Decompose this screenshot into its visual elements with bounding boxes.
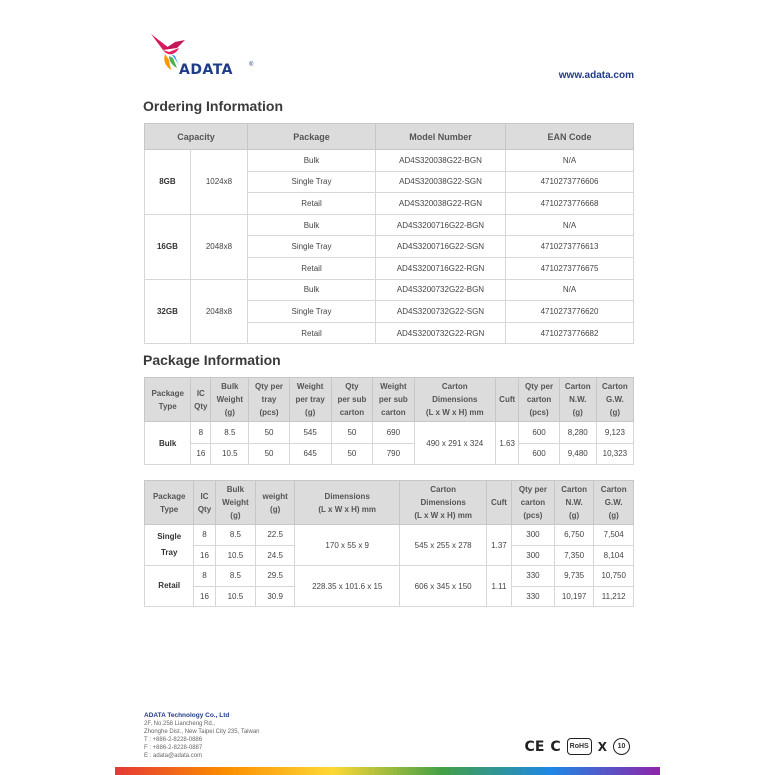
column-header-line: Weight [222,498,249,507]
table-cell: 600 [519,422,559,444]
registered-mark: ® [249,62,254,68]
ean-code-cell: 4710273776613 [506,236,634,258]
column-header [400,481,487,525]
column-header-line: Package [151,388,184,398]
column-header-line: IC [196,388,205,398]
table-row [145,150,634,172]
tray-retail-package-table [144,480,634,607]
model-number-cell: AD4S3200732G22-SGN [376,301,506,323]
ean-code-cell: 4710273776682 [506,322,634,344]
column-header-line: (pcs) [523,511,543,520]
column-header [289,378,331,422]
config-cell: 1024x8 [190,150,247,215]
package-type-line: Single [157,532,182,541]
column-header [554,481,594,525]
column-header-line: (g) [569,511,580,520]
carton-dimensions-cell: 490 x 291 x 324 [414,422,495,465]
model-number-cell: AD4S3200716G22-BGN [376,214,506,236]
package-type-line: Retail [158,581,181,590]
footer-company: ADATA Technology Co., Ltd [144,712,230,719]
table-row [145,566,634,587]
package-cell: Single Tray [248,171,376,193]
column-header [373,378,414,422]
column-header [495,378,519,422]
column-header-line: (L x W x H) mm [318,504,377,514]
column-header-line: tray [261,395,277,404]
table-row [145,422,634,444]
carton-dimensions-cell: 606 x 345 x 150 [400,566,487,607]
table-cell: 10,323 [596,443,633,465]
table-cell: 545 [289,422,331,444]
column-header-line: carton [526,395,552,404]
capacity-cell: 8GB [145,150,191,215]
table-cell: 9,123 [596,422,633,444]
table-cell: 6,750 [554,525,594,546]
table-cell: 330 [512,586,555,607]
column-header-line: carton [339,408,365,417]
table-cell: 50 [331,422,372,444]
column-header-line: weight [262,491,288,501]
column-header-line: Carton [561,485,587,494]
ean-code-cell: N/A [506,150,634,172]
column-header-line: Dimensions [432,395,478,404]
table-cell: 7,504 [594,525,634,546]
column-header-line: per sub [337,395,367,404]
config-cell: 2048x8 [190,279,247,344]
model-number-cell: AD4S320038G22-RGN [376,193,506,215]
table-header-row [145,378,634,422]
table-cell: 50 [249,422,289,444]
column-header-line: Weight [296,382,324,391]
column-header-line: N.W. [565,498,583,507]
column-header-line: (pcs) [529,408,549,417]
table-row [145,443,634,465]
column-header-line: IC [200,491,209,501]
ordering-table [144,123,634,344]
datasheet-page [115,0,660,775]
column-header-line: (g) [609,408,620,417]
table-cell: 11,212 [594,586,634,607]
table-cell: 8 [191,422,211,444]
table-cell: 690 [373,422,414,444]
column-header: EAN Code [506,124,634,150]
table-cell: 8 [194,566,215,587]
eco-period-icon: 10 [613,738,630,755]
footer-line: Zhonghe Dist., New Taipei City 235, Taiwan [144,729,260,735]
table-cell: 16 [194,586,215,607]
package-type-cell [145,566,194,607]
column-header [559,378,596,422]
table-cell: 645 [289,443,331,465]
rainbow-footer-bar [115,767,660,775]
certification-marks [525,738,630,755]
column-header-line: (L x W x H) mm [414,511,472,520]
column-header-line: carton [520,498,546,507]
column-header-line: (g) [270,504,281,514]
ean-code-cell: 4710273776668 [506,193,634,215]
bulk-package-table [144,377,634,465]
table-cell: 9,480 [559,443,596,465]
ordering-body [145,150,634,344]
table-row [145,214,634,236]
column-header [594,481,634,525]
cuft-cell: 1.63 [495,422,519,465]
ean-code-cell: 4710273776620 [506,301,634,323]
model-number-cell: AD4S3200716G22-RGN [376,257,506,279]
model-number-cell: AD4S3200716G22-SGN [376,236,506,258]
ean-code-cell: N/A [506,279,634,301]
table-cell: 8.5 [215,525,256,546]
ean-code-cell: 4710273776606 [506,171,634,193]
column-header [145,378,191,422]
model-number-cell: AD4S3200732G22-BGN [376,279,506,301]
footer-line: E : adata@adata.com [144,753,203,759]
column-header-line: Carton [441,382,468,391]
rohs-mark-icon: RoHS [567,738,592,755]
column-header-line: Qty [197,504,212,514]
package-cell: Retail [248,257,376,279]
column-header [211,378,249,422]
carton-dimensions-cell: 545 x 255 x 278 [400,525,487,566]
column-header [256,481,295,525]
package-cell: Retail [248,322,376,344]
capacity-cell: 32GB [145,279,191,344]
column-header-line: (g) [608,511,619,520]
c-mark-icon: C [550,738,561,755]
column-header-line: per tray [295,395,325,404]
column-header-line: (L x W x H) mm [425,408,484,417]
table-cell: 16 [191,443,211,465]
table-cell: 10.5 [215,545,256,566]
ean-code-cell: 4710273776675 [506,257,634,279]
table-row [145,279,634,301]
table-cell: 22.5 [256,525,295,546]
column-header-line: Carton [430,485,457,494]
ce-mark-icon: CE [524,738,545,755]
column-header-line: Carton [564,382,591,391]
table-cell: 8 [194,525,215,546]
column-header-line: Weight [216,395,244,404]
column-header-line: (g) [230,511,241,520]
table-header-row [145,481,634,525]
weee-bin-icon: X [597,739,607,754]
bulk-package-body [145,422,634,465]
column-header: Model Number [376,124,506,150]
ean-code-cell: N/A [506,214,634,236]
column-header [486,481,511,525]
capacity-cell: 16GB [145,214,191,279]
column-header-line: Weight [380,382,407,391]
column-header-line: Qty per [525,382,554,391]
column-header-line: Bulk [221,382,239,391]
column-header [145,481,194,525]
model-number-cell: AD4S320038G22-SGN [376,171,506,193]
column-header [295,481,400,525]
column-header-line: Qty [194,401,208,411]
column-header-line: Bulk [226,485,245,494]
column-header-line: N.W. [569,395,587,404]
column-header-line: G.W. [606,395,624,404]
model-number-cell: AD4S320038G22-BGN [376,150,506,172]
package-type-line: Tray [160,548,178,557]
table-cell: 50 [249,443,289,465]
package-cell: Single Tray [248,301,376,323]
table-cell: 790 [373,443,414,465]
column-header-line: Qty [345,382,359,391]
column-header-line: Qty per [518,485,547,494]
cuft-cell: 1.37 [486,525,511,566]
brand-wordmark: ADATA [179,62,234,78]
table-cell: 300 [512,525,555,546]
dimensions-cell: 228.35 x 101.6 x 15 [295,566,400,607]
table-cell: 7,350 [554,545,594,566]
column-header: Capacity [145,124,248,150]
table-cell: 10.5 [211,443,249,465]
package-cell: Bulk [248,214,376,236]
package-type-cell [145,525,194,566]
column-header-line: Carton [600,485,627,494]
table-cell: 24.5 [256,545,295,566]
column-header [596,378,633,422]
table-cell: 600 [519,443,559,465]
column-header-line: Package [152,491,186,501]
column-header-line: Qty per [255,382,284,391]
website-link[interactable]: www.adata.com [558,70,634,81]
column-header [215,481,256,525]
table-cell: 300 [512,545,555,566]
column-header [512,481,555,525]
table-cell: 16 [194,545,215,566]
package-title: Package Information [143,352,281,368]
column-header [249,378,289,422]
column-header-line: Cuft [490,498,507,507]
footer-address [144,720,260,760]
column-header-line: carton [381,408,406,417]
column-header-line: Carton [602,382,628,391]
table-cell: 9,735 [554,566,594,587]
package-cell: Bulk [248,279,376,301]
column-header [519,378,559,422]
table-cell: 8,104 [594,545,634,566]
table-cell: 8.5 [215,566,256,587]
column-header-line: (g) [224,408,235,417]
footer-line: F : +886-2-8228-0887 [144,745,203,751]
table-row [145,525,634,546]
package-cell: Bulk [248,150,376,172]
table-cell: 330 [512,566,555,587]
ordering-title: Ordering Information [143,98,283,114]
table-cell: 8.5 [211,422,249,444]
table-cell: 10.5 [215,586,256,607]
column-header-line: Type [160,504,179,514]
cuft-cell: 1.11 [486,566,511,607]
column-header [414,378,495,422]
table-cell: 29.5 [256,566,295,587]
dimensions-cell: 170 x 55 x 9 [295,525,400,566]
package-cell: Retail [248,193,376,215]
footer-line: 2F, No.258 Liancheng Rd., [144,721,216,727]
column-header-line: per sub [378,395,408,404]
table-cell: 30.9 [256,586,295,607]
column-header-line: Cuft [499,395,516,404]
model-number-cell: AD4S3200732G22-RGN [376,322,506,344]
table-cell: 10,197 [554,586,594,607]
column-header-line: (pcs) [259,408,279,417]
table-cell: 8,280 [559,422,596,444]
column-header: Package [248,124,376,150]
column-header-line: G.W. [604,498,623,507]
footer-line: T : +886-2-8228-0886 [144,737,203,743]
column-header-line: Type [158,401,177,411]
column-header-line: Dimensions [420,498,466,507]
column-header-line: Dimensions [324,491,370,501]
tray-retail-package-body [145,525,634,607]
column-header [191,378,211,422]
adata-logo [151,32,261,84]
column-header [331,378,372,422]
package-cell: Single Tray [248,236,376,258]
table-cell: 10,750 [594,566,634,587]
column-header-line: (g) [305,408,316,417]
column-header [194,481,215,525]
config-cell: 2048x8 [190,214,247,279]
package-type-cell: Bulk [145,422,191,465]
table-cell: 50 [331,443,372,465]
column-header-line: (g) [572,408,583,417]
